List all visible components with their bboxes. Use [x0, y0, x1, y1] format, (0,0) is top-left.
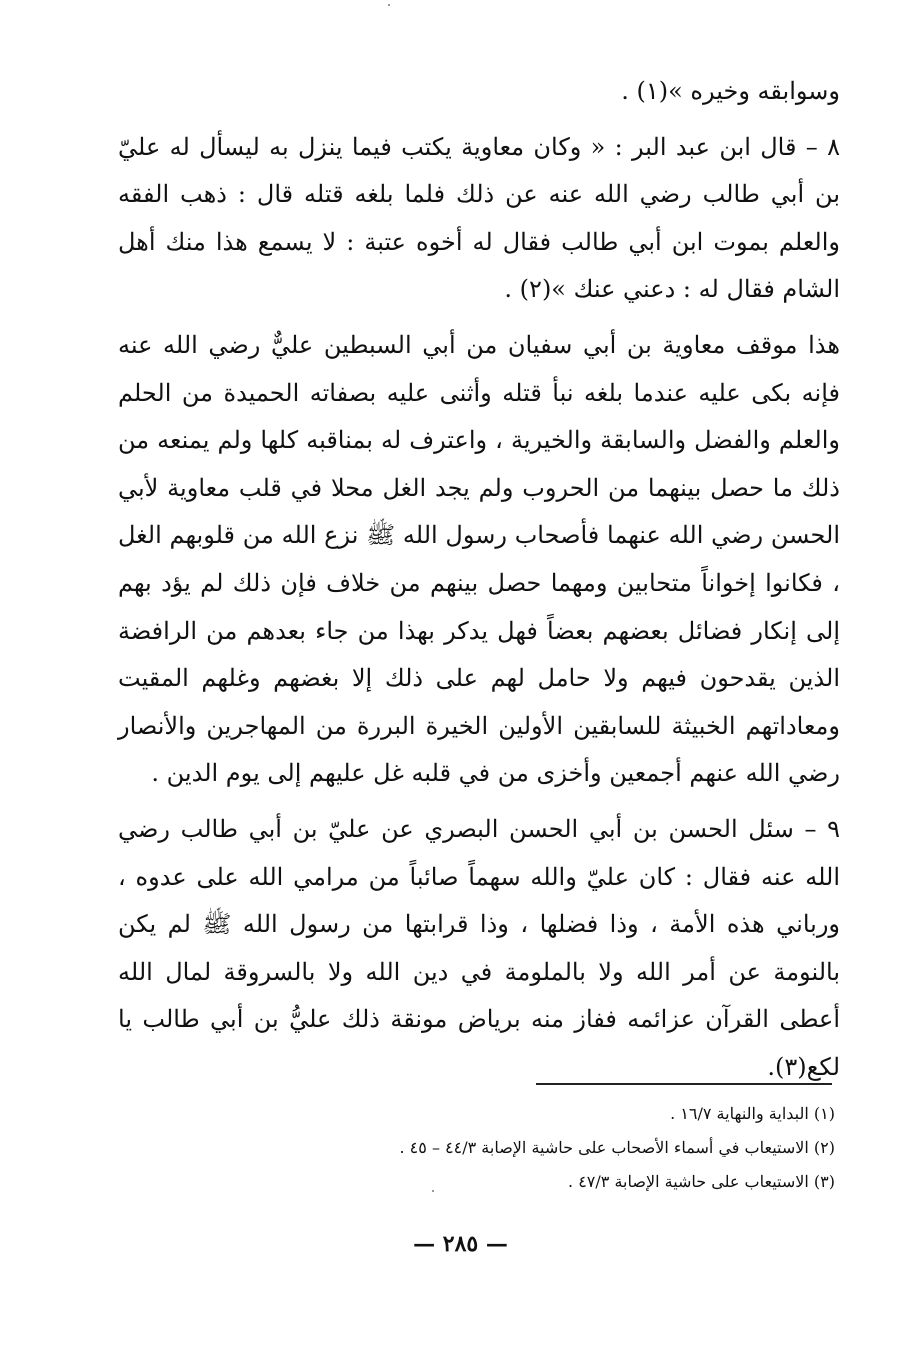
paragraph-8: ٨ – قال ابن عبد البر : « وكان معاوية يكتب فيما ينزل به ليسأل له عليّ بن أبي طالب رضي الله عنه عن ذلك فلما بلغه قتله قال : ذهب الفقه والعلم بموت ابن أبي طالب فقال له أخوه عتبة : لا يسمع هذا منك أهل الشام فقال له : دعني عنك »(٢) .	[118, 132, 840, 304]
paragraph-commentary: هذا موقف معاوية بن أبي سفيان من أبي السبطين عليٌّ رضي الله عنه فإنه بكى عليه عندما بلغه نبأ قتله وأثنى عليه بصفاته الحميدة من الحلم والعلم والفضل والسابقة والخيرية ، واعترف له بمناقبه كلها ولم يمنعه من ذلك ما حصل بينهما من الحروب ولم يجد الغل محلا في قلب معاوية لأبي الحسن رضي الله عنهما فأصحاب رسول الله ﷺ نزع الله من قلوبهم الغل ، فكانوا إخواناً متحابين ومهما حصل بينهم من خلاف فإن ذلك لم يؤد بهم إلى إنكار فضائل بعضهم بعضاً فهل يدكر بهذا من جاء بعدهم من الرافضة الذين يقدحون فيهم ولا حامل لهم على ذلك إلا بغضهم وغلهم المقيت ومعاداتهم الخبيثة للسابقين الأولين الخيرة البررة من المهاجرين والأنصار رضي الله عنهم أجمعين وأخزى من في قلبه غل عليهم إلى يوم الدين .	[118, 330, 840, 788]
main-text	[118, 68, 840, 1091]
scan-speck	[432, 1190, 434, 1192]
scan-speck	[388, 4, 390, 6]
page-number: — ٢٨٥ —	[413, 1231, 508, 1257]
footnote-1: (١) البداية والنهاية ١٦/٧ .	[670, 1104, 835, 1123]
footnotes	[115, 1097, 835, 1199]
paragraph-9: ٩ – سئل الحسن بن أبي الحسن البصري عن عليّ بن أبي طالب رضي الله عنه فقال : كان عليّ والله سهماً صائباً من مرامي الله على عدوه ، ورباني هذه الأمة ، وذا فضلها ، وذا قرابتها من رسول الله ﷺ لم يكن بالنومة عن أمر الله ولا بالملومة في دين الله ولا بالسروقة لمال الله أعطى القرآن عزائمه ففاز منه برياض مونقة ذلك عليُّ بن أبي طالب يا لكع(٣).	[118, 814, 841, 1081]
footnote-2: (٢) الاستيعاب في أسماء الأصحاب على حاشية الإصابة ٤٤/٣ – ٤٥ .	[399, 1138, 835, 1157]
paragraph-intro-tail: وسوابقه وخيره »(١) .	[621, 77, 840, 105]
footnote-3: (٣) الاستيعاب على حاشية الإصابة ٤٧/٣ .	[568, 1172, 835, 1191]
footnote-divider	[536, 1083, 832, 1085]
